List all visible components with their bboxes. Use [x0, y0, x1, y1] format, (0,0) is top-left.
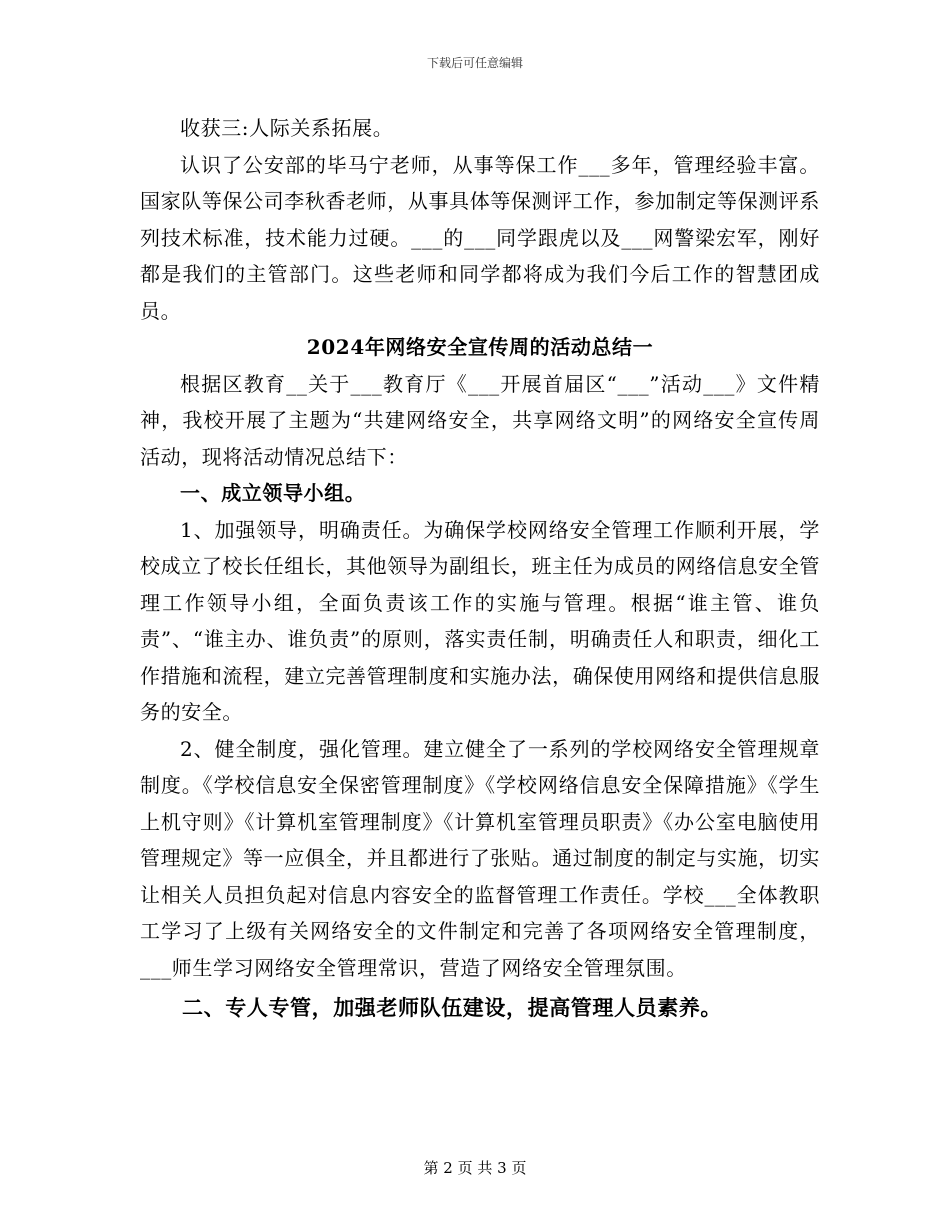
- page-header-note: 下载后可任意编辑: [426, 56, 523, 70]
- document-title: 2024年网络安全宣传周的活动总结一: [306, 335, 654, 359]
- item-2-paragraph: 2、健全制度，强化管理。建立健全了一系列的学校网络安全管理规章制度。《学校信息安全保密管理制度》《学校网络信息安全保障措施》《学生上机守则》《计算机室管理制度》《计算机室管理员职责》《办公室电脑使用管理规定》等一应俱全，并且都进行了张贴。通过制度的制定与实施，切实让相关人员担负起对信息内容安全的监督管理工作责任。学校___全体教职工学习了上级有关网络安全的文件制定和完善了各项网络安全管理制度，___师生学习网络安全管理常识，营造了网络安全管理氛围。: [140, 736, 820, 980]
- intro-paragraph: 根据区教育__关于___教育厅《___开展首届区“___”活动___》文件精神，我校开展了主题为“共建网络安全，共享网络文明”的网络安全宣传周活动，现将活动情况总结下：: [140, 371, 820, 469]
- section-2-heading: 二、专人专管，加强老师队伍建设，提高管理人员素养。: [182, 995, 722, 1020]
- page-number: 第 2 页 共 3 页: [423, 1159, 527, 1177]
- item-1-paragraph: 1、加强领导，明确责任。为确保学校网络安全管理工作顺利开展，学校成立了校长任组长，其他领导为副组长，班主任为成员的网络信息安全管理工作领导小组，全面负责该工作的实施与管理。根据“谁主管、谁负责”、“谁主办、谁负责”的原则，落实责任制，明确责任人和职责，细化工作措施和流程，建立完善管理制度和实施办法，确保使用网络和提供信息服务的安全。: [140, 517, 820, 724]
- gain3-paragraph: 认识了公安部的毕马宁老师，从事等保工作___多年，管理经验丰富。国家队等保公司李秋香老师，从事具体等保测评工作，参加制定等保测评系列技术标准，技术能力过硬。___的___同学跟虎以及___网警梁宏军，刚好都是我们的主管部门。这些老师和同学都将成为我们今后工作的智慧团成员。: [140, 152, 820, 323]
- gain3-heading: 收获三:人际关系拓展。: [180, 116, 394, 140]
- document-body: [140, 110, 820, 1027]
- section-1-heading: 一、成立领导小组。: [180, 481, 366, 505]
